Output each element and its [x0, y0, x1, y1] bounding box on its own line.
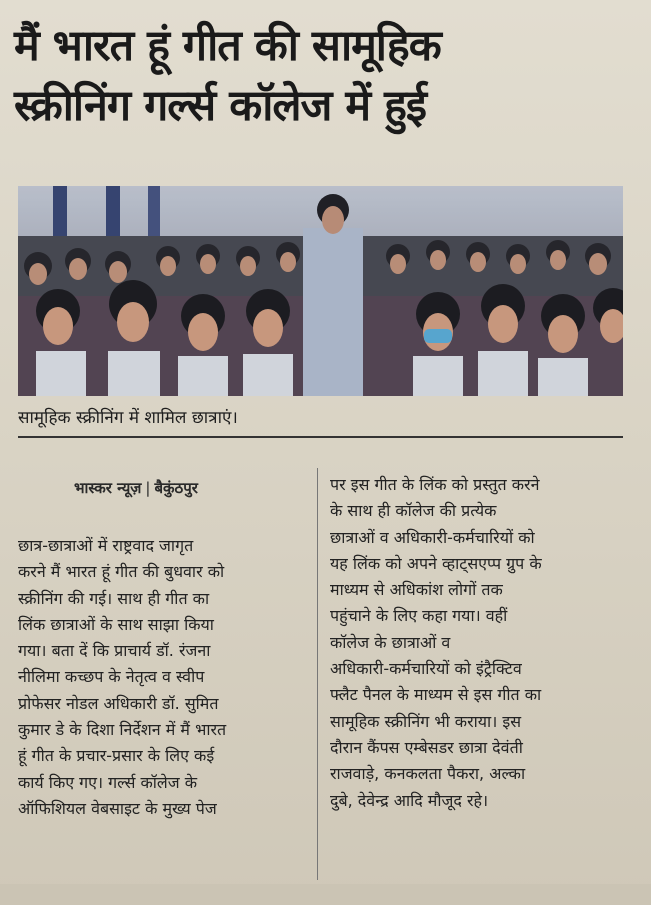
- article-column-right: [330, 472, 622, 814]
- article-line: लिंक छात्राओं के साथ साझा किया: [18, 614, 214, 634]
- article-line: फ्लैट पैनल के माध्यम से इस गीत का: [330, 685, 542, 705]
- article-line: गया। बता दें कि प्राचार्य डॉ. रंजना: [18, 641, 211, 661]
- article-line: हूं गीत के प्रचार-प्रसार के लिए कई: [18, 746, 215, 766]
- article-line: दौरान कैंपस एम्बेसडर छात्रा देवंती: [330, 737, 523, 757]
- article-line: नीलिमा कच्छप के नेतृत्व व स्वीप: [18, 667, 205, 687]
- article-line: के साथ ही कॉलेज की प्रत्येक: [330, 501, 497, 521]
- news-photo: [18, 186, 623, 396]
- page-bottom-edge: [0, 884, 651, 905]
- headline: [14, 16, 634, 136]
- article-line: स्क्रीनिंग की गई। साथ ही गीत का: [18, 588, 210, 608]
- dateline-place: बैकुंठपुर: [154, 479, 198, 497]
- headline-line-2: स्क्रीनिंग गर्ल्स कॉलेज में हुई: [14, 81, 427, 131]
- dateline-separator: |: [145, 479, 151, 497]
- article-line: दुबे, देवेन्द्र आदि मौजूद रहे।: [330, 790, 489, 810]
- article-line: प्रोफेसर नोडल अधिकारी डॉ. सुमित: [18, 693, 219, 713]
- article-line: छात्र-छात्राओं में राष्ट्रवाद जागृत: [18, 536, 194, 555]
- dateline-source: भास्कर न्यूज़: [74, 479, 142, 497]
- article-line: पर इस गीत के लिंक को प्रस्तुत करने: [330, 475, 540, 494]
- auditorium-photo-illustration: [18, 186, 623, 396]
- headline-line-1: मैं भारत हूं गीत की सामूहिक: [14, 21, 441, 71]
- article-line: अधिकारी-कर्मचारियों को इंट्रैक्टिव: [330, 659, 522, 679]
- article-line: कार्य किए गए। गर्ल्स कॉलेज के: [18, 772, 198, 792]
- article-line: पहुंचाने के लिए कहा गया। वहीं: [330, 606, 508, 626]
- article-line: राजवाड़े, कनकलता पैकरा, अल्का: [330, 764, 526, 784]
- article-line: कुमार डे के दिशा निर्देशन में मैं भारत: [18, 720, 227, 740]
- article-line: ऑफिशियल वेबसाइट के मुख्य पेज: [18, 798, 217, 818]
- article-line: कॉलेज के छात्राओं व: [330, 632, 451, 652]
- photo-caption: सामूहिक स्क्रीनिंग में शामिल छात्राएं।: [18, 400, 623, 438]
- article-column-left: [18, 533, 304, 822]
- article-line: छात्राओं व अधिकारी-कर्मचारियों को: [330, 527, 535, 547]
- dateline: [74, 478, 198, 498]
- article-line: यह लिंक को अपने व्हाट्सएप्प ग्रुप के: [330, 553, 542, 573]
- article-line: माध्यम से अधिकांश लोगों तक: [330, 580, 503, 600]
- article-line: करने मैं भारत हूं गीत की बुधवार को: [18, 562, 225, 582]
- column-divider: [317, 468, 318, 880]
- article-line: सामूहिक स्क्रीनिंग भी कराया। इस: [330, 711, 522, 731]
